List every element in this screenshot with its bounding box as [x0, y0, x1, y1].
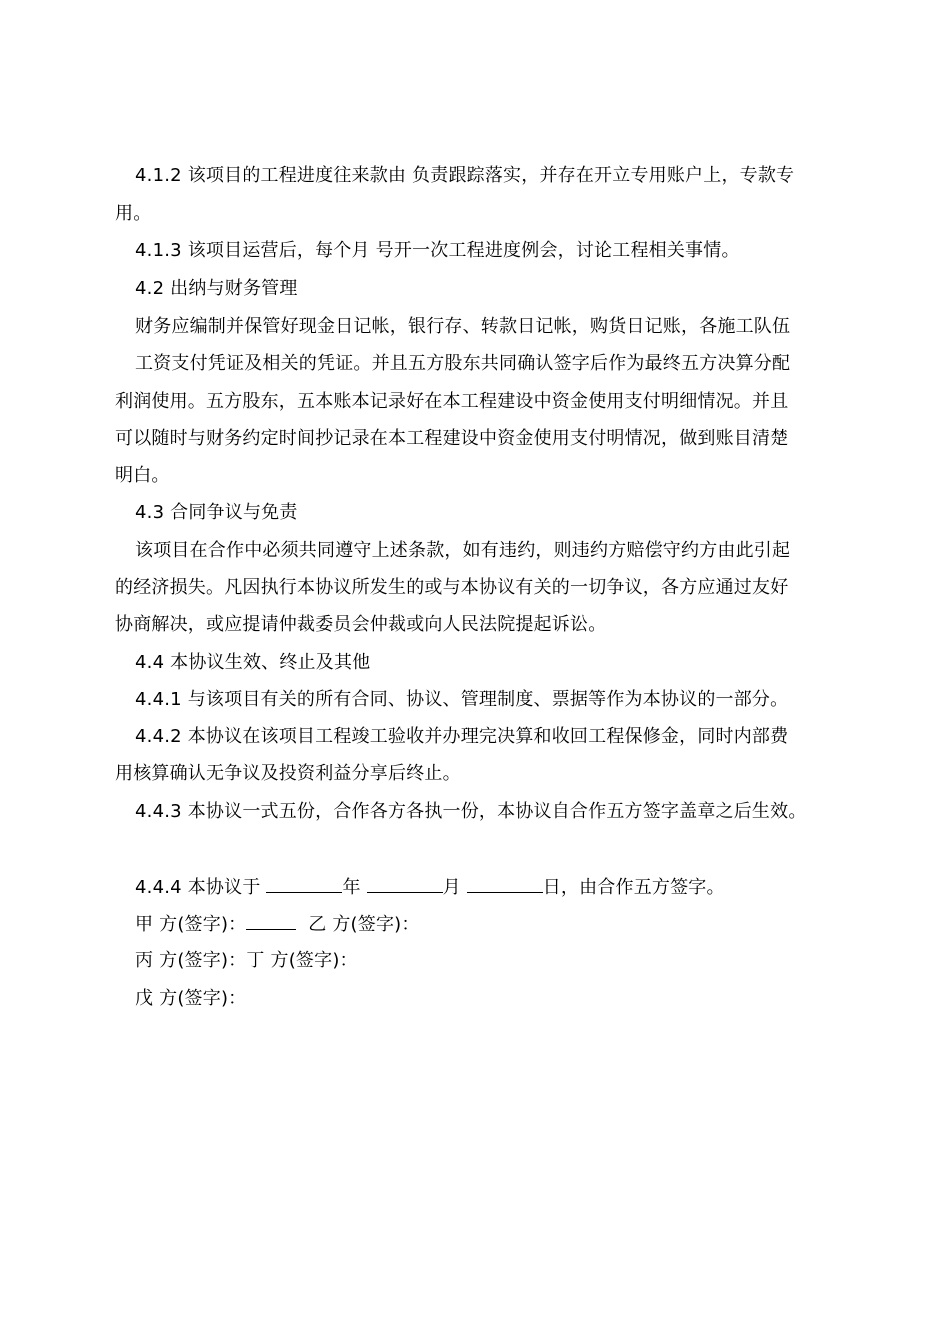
party-ding-label: 丁 方(签字)： [246, 950, 358, 971]
party-jia-label: 甲 方(签字)： [135, 914, 247, 935]
clause-4-1-3: 4.1.3 该项目运营后，每个月 号开一次工程进度例会，讨论工程相关事情。 [135, 240, 740, 261]
party-jia-blank [246, 911, 296, 930]
clause-4-4-3: 4.4.3 本协议一式五份，合作各方各执一份，本协议自合作五方签字盖章之后生效。 [135, 801, 807, 822]
section-4-3-para-line-2: 的经济损失。凡因执行本协议所发生的或与本协议有关的一切争议，各方应通过友好 [115, 577, 789, 598]
month-label: 月 [442, 877, 461, 898]
clause-4-4-2-line-1: 4.4.2 本协议在该项目工程竣工验收并办理完决算和收回工程保修金，同时内部费 [135, 726, 789, 747]
section-4-3-heading: 4.3 合同争议与免责 [135, 502, 298, 523]
year-label: 年 [342, 877, 361, 898]
signature-line-wu [135, 986, 246, 1012]
clause-4-1-2-line-2: 用。 [115, 203, 152, 224]
date-line-prefix: 4.4.4 本协议于 [135, 877, 261, 898]
party-wu-label: 戊 方(签字)： [135, 988, 247, 1009]
signature-line-bing-ding [135, 948, 358, 974]
day-label: 日，由合作五方签字。 [542, 877, 725, 898]
section-4-2-para-line-5: 明白。 [115, 465, 170, 486]
clause-4-4-1: 4.4.1 与该项目有关的所有合同、协议、管理制度、票据等作为本协议的一部分。 [135, 689, 789, 710]
clause-4-1-2-line-1: 4.1.2 该项目的工程进度往来款由 负责跟踪落实，并存在开立专用账户上，专款专 [135, 165, 795, 186]
section-4-2-para-line-1: 财务应编制并保管好现金日记帐，银行存、转款日记帐，购货日记账，各施工队伍 [135, 316, 791, 337]
year-blank [266, 874, 342, 893]
section-4-2-para-line-3: 利润使用。五方股东，五本账本记录好在本工程建设中资金使用支付明细情况。并且 [115, 391, 789, 412]
section-4-3-para-line-1: 该项目在合作中必须共同遵守上述条款，如有违约，则违约方赔偿守约方由此引起 [135, 540, 791, 561]
party-bing-label: 丙 方(签字)： [135, 950, 247, 971]
clause-4-4-4-date-line [135, 874, 725, 901]
section-4-4-heading: 4.4 本协议生效、终止及其他 [135, 652, 371, 673]
signature-line-jia-yi [135, 911, 420, 938]
clause-4-4-2-line-2: 用核算确认无争议及投资利益分享后终止。 [115, 763, 461, 784]
day-blank [467, 874, 543, 893]
section-4-2-heading: 4.2 出纳与财务管理 [135, 278, 298, 299]
party-yi-label: 乙 方(签字)： [308, 914, 420, 935]
section-4-3-para-line-3: 协商解决，或应提请仲裁委员会仲裁或向人民法院提起诉讼。 [115, 614, 607, 635]
section-4-2-para-line-4: 可以随时与财务约定时间抄记录在本工程建设中资金使用支付明情况，做到账目清楚 [115, 428, 789, 449]
month-blank [367, 874, 443, 893]
section-4-2-para-line-2: 工资支付凭证及相关的凭证。并且五方股东共同确认签字后作为最终五方决算分配 [135, 353, 791, 374]
